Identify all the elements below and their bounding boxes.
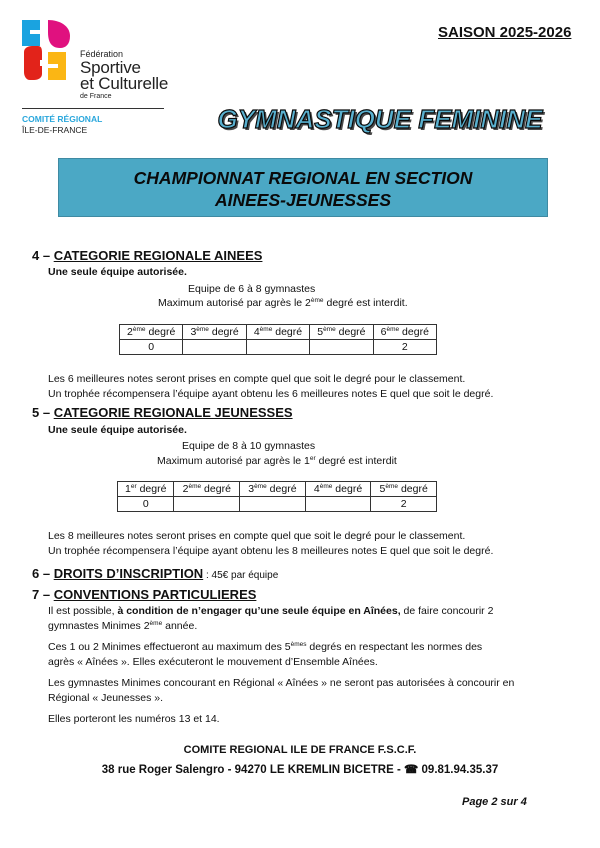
- section-6-number: 6 –: [32, 566, 54, 581]
- org-line-3: et Culturelle: [80, 74, 169, 93]
- para-text: Il est possible,: [48, 605, 118, 617]
- para-text: Ces 1 ou 2 Minimes effectueront au maximum des 5: [48, 641, 291, 653]
- section-5-heading: [32, 405, 293, 420]
- table-header-cell: 1er degré: [118, 482, 174, 497]
- table-cell: [240, 497, 306, 512]
- org-line-4: de France: [80, 93, 112, 100]
- table-cell: [305, 497, 371, 512]
- section-4-subtitle: Une seule équipe autorisée.: [48, 266, 187, 278]
- banner-line-2: AINEES-JEUNESSES: [214, 190, 392, 210]
- section-5-note-2: Un trophée récompensera l’équipe ayant obtenu les 8 meilleures notes E quel que soit le degré.: [48, 545, 494, 557]
- section-6-detail: : 45€ par équipe: [203, 570, 279, 581]
- org-line-2: Sportive: [80, 58, 141, 77]
- para-text: gymnastes Minimes 2: [48, 620, 150, 632]
- page-number: Page 2 sur 4: [462, 796, 527, 808]
- para-sup: ème: [149, 620, 163, 627]
- max-rule-text: Maximum autorisé par agrès le 2: [158, 297, 311, 309]
- table-header-cell: 4ème degré: [246, 325, 309, 340]
- footer-organization: COMITE REGIONAL ILE DE FRANCE F.S.C.F.: [183, 744, 417, 756]
- region-label: ÎLE-DE-FRANCE: [22, 125, 88, 135]
- table-header-cell: 6ème degré: [373, 325, 436, 340]
- telephone-icon: ☎: [404, 764, 419, 776]
- table-cell: 0: [120, 340, 183, 355]
- para-text: année.: [162, 620, 198, 632]
- table-cell: 2: [373, 340, 436, 355]
- org-line-1: Fédération: [80, 49, 124, 59]
- section-7-para-3-line-1: Les gymnastes Minimes concourant en Régional « Aînées » ne seront pas autorisées à concourir en: [48, 677, 515, 689]
- section-5-subtitle: Une seule équipe autorisée.: [48, 424, 187, 436]
- section-4-title: CATEGORIE REGIONALE AINEES: [53, 248, 263, 263]
- section-5-max-rule: [157, 455, 397, 467]
- section-7-heading: [32, 587, 256, 602]
- comite-regional-label: COMITÉ RÉGIONAL: [22, 114, 103, 124]
- logo-divider: [22, 108, 164, 109]
- section-7-para-2-line-2: agrès « Aînées ». Elles exécuteront le mouvement d’Ensemble Aînées.: [48, 656, 378, 668]
- footer-address: [0, 762, 600, 776]
- para-text: de faire concourir 2: [400, 605, 494, 617]
- address-text: 38 rue Roger Salengro - 94270 LE KREMLIN BICETRE -: [101, 764, 404, 776]
- section-4-team-size: Equipe de 6 à 8 gymnastes: [188, 283, 316, 295]
- table-header-cell: 4ème degré: [305, 482, 371, 497]
- table-header-cell: 3ème degré: [183, 325, 246, 340]
- section-7-title: CONVENTIONS PARTICULIERES: [53, 587, 257, 602]
- section-5-number: 5 –: [32, 405, 54, 420]
- section-7-para-1-line-2: [48, 620, 197, 632]
- banner-line-1: CHAMPIONNAT REGIONAL EN SECTION: [133, 168, 473, 188]
- table-header-cell: 3ème degré: [240, 482, 306, 497]
- championship-banner: [58, 158, 548, 217]
- max-rule-sup: ème: [310, 297, 324, 304]
- table-header-cell: 2ème degré: [120, 325, 183, 340]
- para-bold-text: à condition de n’engager qu’une seule équipe en Aînées,: [117, 605, 401, 617]
- section-5-degree-table: [117, 481, 437, 512]
- section-4-note-1: Les 6 meilleures notes seront prises en compte quel que soit le degré pour le classement.: [48, 373, 466, 385]
- table-header-cell: 2ème degré: [174, 482, 240, 497]
- section-4-max-rule: [158, 297, 408, 309]
- table-cell: [246, 340, 309, 355]
- max-rule-text: Maximum autorisé par agrès le 1: [157, 455, 310, 467]
- section-7-para-1-line-1: [48, 605, 493, 617]
- max-rule-text-end: degré est interdit: [315, 455, 397, 467]
- table-header-cell: 5ème degré: [310, 325, 373, 340]
- section-5-title: CATEGORIE REGIONALE JEUNESSES: [53, 405, 293, 420]
- table-cell: [174, 497, 240, 512]
- table-cell: 2: [371, 497, 437, 512]
- section-7-para-3-line-2: Régional « Jeunesses ».: [48, 692, 163, 704]
- para-sup: èmes: [290, 641, 307, 648]
- section-5-team-size: Equipe de 8 à 10 gymnastes: [182, 440, 316, 452]
- season-label: SAISON 2025-2026: [438, 24, 572, 41]
- section-4-number: 4 –: [32, 248, 54, 263]
- para-text: degrés en respectant les normes des: [306, 641, 483, 653]
- max-rule-sup: er: [309, 455, 316, 462]
- table-cell: [310, 340, 373, 355]
- section-4-heading: [32, 248, 262, 263]
- table-header-row: [118, 482, 437, 497]
- discipline-title: GYMNASTIQUE FEMININE: [217, 104, 543, 134]
- table-cell: 0: [118, 497, 174, 512]
- section-5-note-1: Les 8 meilleures notes seront prises en compte quel que soit le degré pour le classement.: [48, 530, 466, 542]
- section-7-para-4: Elles porteront les numéros 13 et 14.: [48, 713, 220, 725]
- table-row: [118, 497, 437, 512]
- section-7-number: 7 –: [32, 587, 54, 602]
- max-rule-text-end: degré est interdit.: [323, 297, 408, 309]
- section-6-heading: [32, 566, 278, 581]
- table-header-cell: 5ème degré: [371, 482, 437, 497]
- table-cell: [183, 340, 246, 355]
- table-header-row: [120, 325, 437, 340]
- section-6-title: DROITS D’INSCRIPTION: [53, 566, 204, 581]
- section-4-note-2: Un trophée récompensera l’équipe ayant obtenu les 6 meilleures notes E quel que soit le degré.: [48, 388, 494, 400]
- fscf-logo: [20, 18, 180, 138]
- fscf-logo-mark-icon: [20, 18, 80, 98]
- section-7-para-2-line-1: [48, 641, 482, 653]
- phone-number: 09.81.94.35.37: [418, 764, 499, 776]
- table-row: [120, 340, 437, 355]
- section-4-degree-table: [119, 324, 437, 355]
